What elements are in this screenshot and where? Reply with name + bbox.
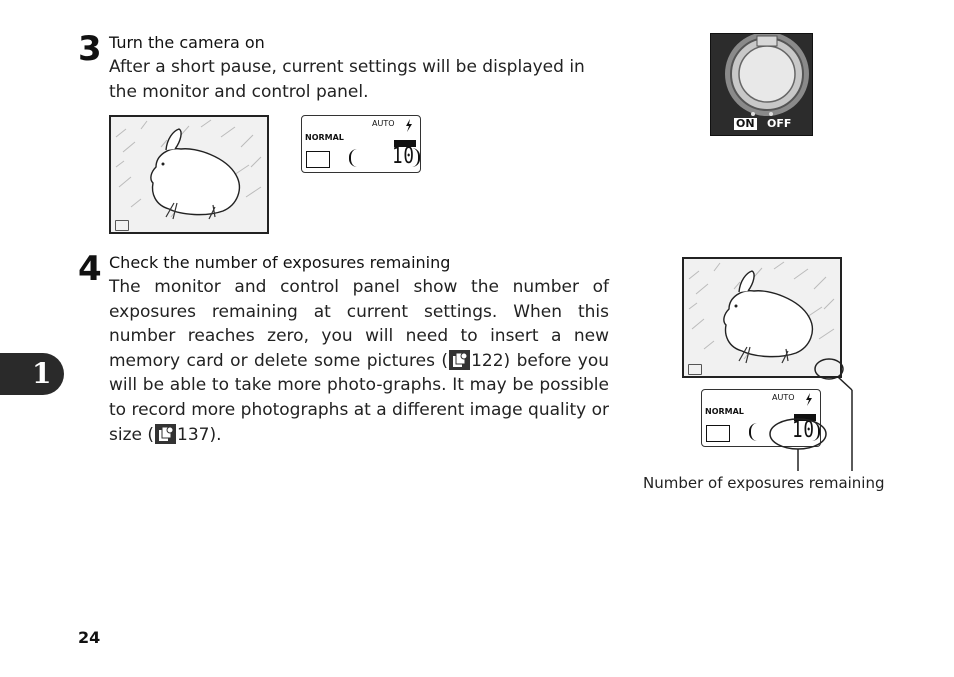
power-off-label: OFF — [767, 117, 792, 130]
monitor-display-step3 — [109, 115, 269, 234]
callout-lines — [760, 355, 870, 475]
rabbit-illustration — [111, 117, 267, 232]
manual-page-icon — [449, 350, 470, 370]
matrix-metering-icon — [706, 425, 730, 442]
power-switch-illustration — [711, 34, 812, 135]
step-3-body: After a short pause, current settings will be displayed in the monitor and control panel. — [109, 57, 585, 102]
chapter-tab — [0, 353, 64, 395]
flash-mode-indicator: AUTO — [772, 393, 795, 402]
matrix-metering-icon — [688, 364, 702, 375]
power-on-label: ON — [736, 117, 755, 130]
step-4-heading: Check the number of exposures remaining — [109, 253, 451, 272]
step-3-number: 3 — [78, 29, 101, 69]
image-quality-indicator: NORMAL — [305, 133, 344, 142]
bracket-left — [749, 423, 757, 441]
step-4-body: The monitor and control panel show the number of exposures remaining at current settings. When this number reaches zero, you will need to insert a new memory card or delete some pictures ( 122) before you will be able to take more photo-graphs. It may be possible to record more photographs at a different image quality or size ( 137). — [109, 277, 609, 445]
bracket-right — [412, 148, 420, 167]
step-4-number: 4 — [78, 249, 101, 289]
bracket-left — [349, 149, 357, 167]
exposures-remaining: 10 — [392, 144, 415, 169]
image-quality-indicator: NORMAL — [705, 407, 744, 416]
manual-page-icon — [155, 424, 176, 444]
exposures-callout-caption: Number of exposures remaining — [643, 474, 885, 492]
power-switch-photo — [710, 33, 813, 136]
flash-bolt-icon — [405, 119, 413, 132]
control-panel-step3 — [301, 115, 421, 173]
flash-mode-indicator: AUTO — [372, 119, 395, 128]
exposures-remaining: 10 — [792, 418, 815, 443]
step-3-heading: Turn the camera on — [109, 33, 265, 52]
matrix-metering-icon — [115, 220, 129, 231]
page-number: 24 — [78, 628, 101, 647]
chapter-number: 1 — [32, 357, 52, 390]
matrix-metering-icon — [306, 151, 330, 168]
